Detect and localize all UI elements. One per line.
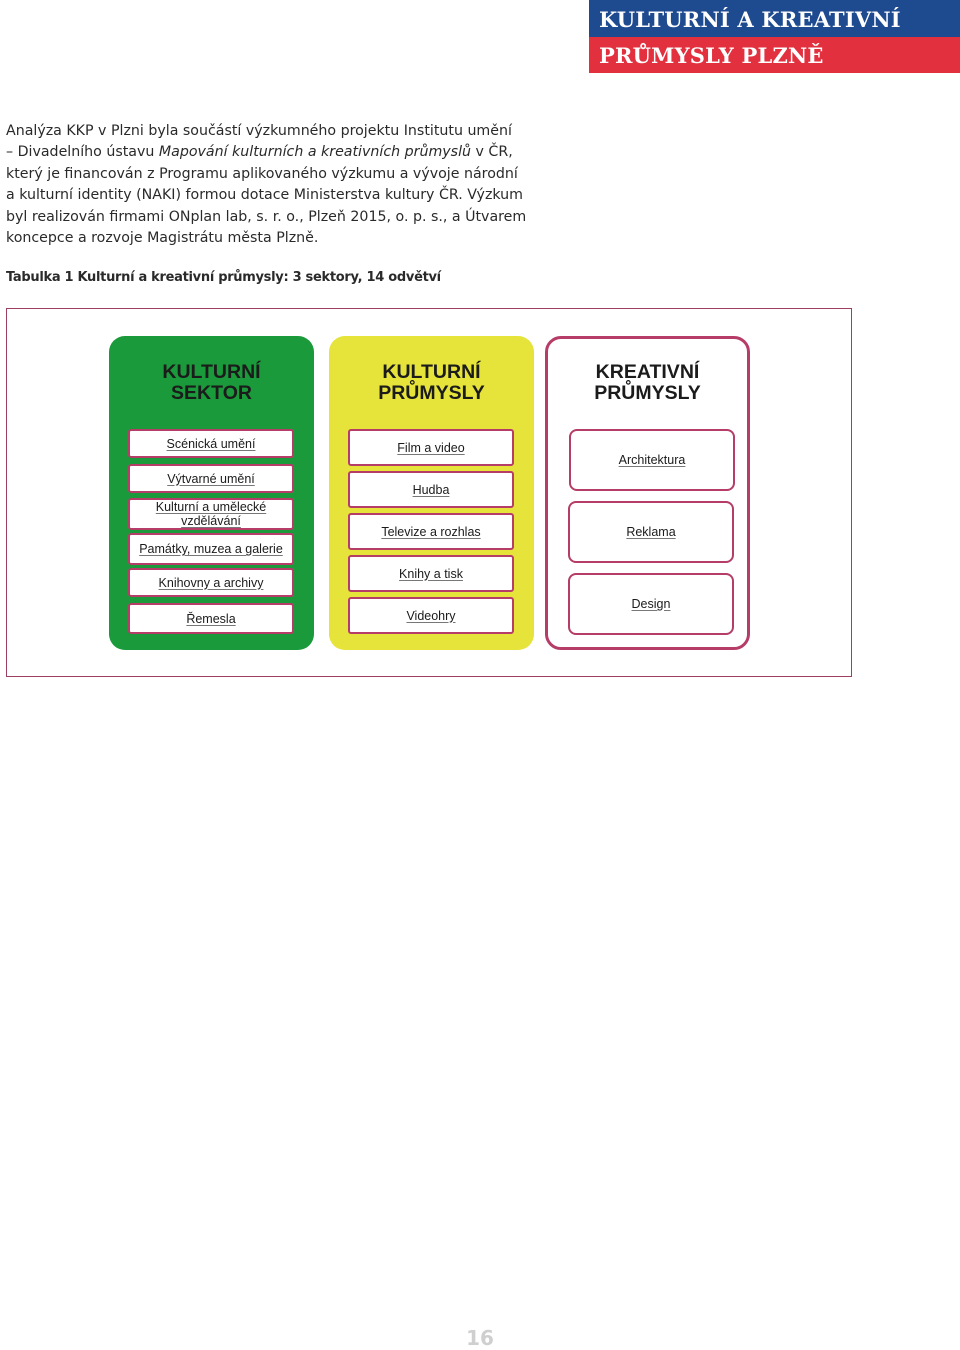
sector-kulturni-sektor (109, 336, 314, 650)
page-number: 16 (466, 1326, 494, 1350)
item-televize-rozhlas: Televize a rozhlas (348, 513, 514, 550)
header-title-line2: PRŮMYSLY PLZNĚ (599, 43, 824, 68)
item-pamatky-muzea-galerie: Památky, muzea a galerie (128, 533, 294, 565)
item-scenicka-umeni: Scénická umění (128, 429, 294, 458)
item-knihy-tisk: Knihy a tisk (348, 555, 514, 592)
header-title-line1: KULTURNÍ A KREATIVNÍ (599, 7, 901, 32)
item-hudba: Hudba (348, 471, 514, 508)
sector-kreativni-prumysly (545, 336, 750, 650)
intro-line (6, 142, 566, 163)
project-title: Mapování kulturních a kreativních průmyslů (158, 144, 472, 161)
item-kulturni-umelecke-vzdelavani: Kulturní a umělecké vzdělávání (128, 498, 294, 530)
sector-title: KULTURNÍ PRŮMYSLY (378, 361, 485, 404)
sector-title: KULTURNÍ SEKTOR (162, 361, 261, 404)
intro-line: Analýza KKP v Plzni byla součástí výzkumného projektu Institutu umění (6, 123, 512, 139)
intro-line: koncepce a rozvoje Magistrátu města Plzně. (6, 230, 319, 247)
item-videohry: Videohry (348, 597, 514, 634)
sector-title: KREATIVNÍ PRŮMYSLY (594, 361, 701, 404)
item-reklama: Reklama (568, 501, 734, 563)
intro-line: byl realizován firmami ONplan lab, s. r. o., Plzeň 2015, o. p. s., a Útvarem (6, 208, 527, 225)
table-caption: Tabulka 1 Kulturní a kreativní průmysly: 3 sektory, 14 odvětví (6, 270, 441, 285)
intro-line: který je financován z Programu aplikovaného výzkumu a vývoje národní (6, 165, 518, 182)
intro-line: a kulturní identity (NAKI) formou dotace Ministerstva kultury ČR. Výzkum (6, 187, 523, 204)
section-header-badge (589, 0, 960, 73)
item-knihovny-archivy: Knihovny a archivy (128, 568, 294, 597)
intro-text: v ČR, (471, 144, 513, 161)
item-design: Design (568, 573, 734, 635)
sector-kulturni-prumysly (329, 336, 534, 650)
intro-text: – Divadelního ústavu (6, 144, 159, 161)
sectors-diagram (6, 308, 852, 677)
item-remesla: Řemesla (128, 603, 294, 634)
item-vytvarne-umeni: Výtvarné umění (128, 464, 294, 493)
item-film-video: Film a video (348, 429, 514, 466)
intro-paragraph (6, 121, 566, 249)
item-architektura: Architektura (569, 429, 735, 491)
